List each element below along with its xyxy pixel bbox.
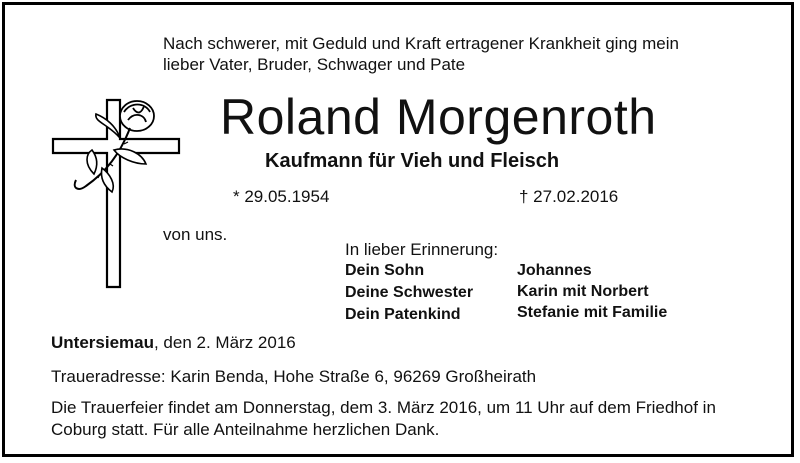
service-line-1: Die Trauerfeier findet am Donnerstag, dem 3. März 2016, um 11 Uhr auf dem Friedhof in	[51, 398, 716, 417]
remembrance-heading: In lieber Erinnerung:	[345, 240, 499, 259]
death-date: † 27.02.2016	[519, 187, 619, 206]
birth-date: * 29.05.1954	[233, 187, 330, 206]
closing-text: von uns.	[163, 225, 228, 244]
place-name: Untersiemau	[51, 333, 154, 352]
intro-line-1: Nach schwerer, mit Geduld und Kraft ertragener Krankheit ging mein	[163, 34, 679, 53]
deceased-profession: Kaufmann für Vieh und Fleisch	[265, 150, 560, 172]
mourner-right-2: Karin mit Norbert	[517, 283, 649, 300]
mourner-right-3: Stefanie mit Familie	[517, 304, 668, 321]
place-date-line	[51, 333, 296, 353]
deceased-name: Roland Morgenroth	[220, 89, 657, 145]
mourner-left-3: Dein Patenkind	[345, 306, 461, 323]
mourner-left-2: Deine Schwester	[345, 284, 474, 301]
cross-with-rose-icon	[50, 94, 182, 289]
intro-line-2: lieber Vater, Bruder, Schwager und Pate	[163, 55, 466, 74]
service-line-2: Coburg statt. Für alle Anteilnahme herzlichen Dank.	[51, 420, 440, 439]
mourner-left-1: Dein Sohn	[345, 262, 425, 279]
mourner-right-1: Johannes	[517, 262, 592, 279]
mourning-address: Traueradresse: Karin Benda, Hohe Straße 6, 96269 Großheirath	[51, 367, 537, 386]
place-date: , den 2. März 2016	[153, 333, 296, 352]
